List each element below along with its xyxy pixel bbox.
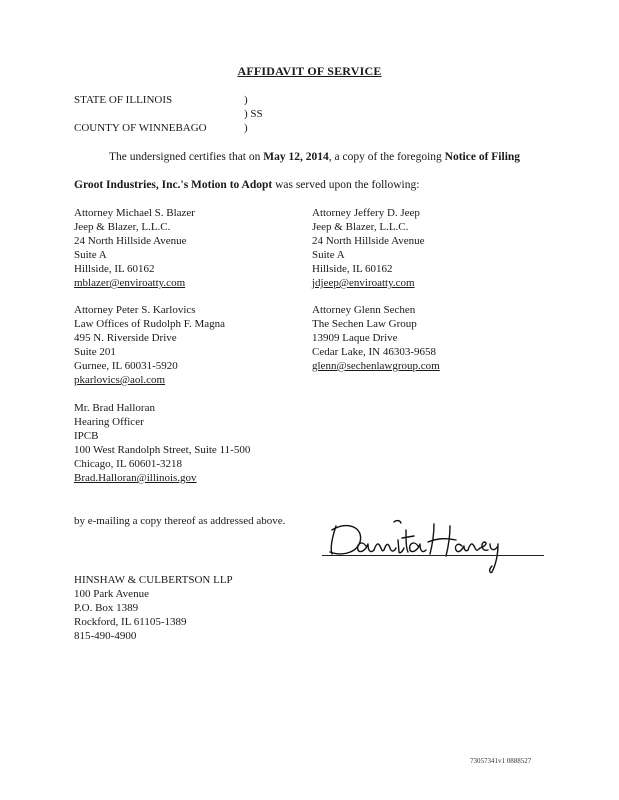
served-document-1: Notice of Filing (444, 151, 521, 163)
venue-bracket-ss: ) SS (244, 108, 263, 120)
service-method-text: by e-mailing a copy thereof as addressed above. (74, 515, 286, 527)
recipient-email-link[interactable]: Brad.Halloran@illinois.gov (74, 472, 197, 484)
recipient-address-block: Attorney Glenn Sechen The Sechen Law Group 13909 Laque Drive Cedar Lake, IN 46303-9658 glenn@sechenlawgroup.com (312, 304, 440, 372)
certification-line-1: The undersigned certifies that on May 12, 2014, a copy of the foregoing Notice of Filing (109, 151, 521, 163)
recipient-address-block: Attorney Michael S. Blazer Jeep & Blazer, L.L.C. 24 North Hillside Avenue Suite A Hillside, IL 60162 mblazer@enviroatty.com (74, 207, 195, 289)
service-date: May 12, 2014 (263, 151, 329, 163)
venue-bracket-bottom: ) (244, 122, 248, 134)
handwritten-signature (322, 514, 512, 574)
recipient-email-link[interactable]: glenn@sechenlawgroup.com (312, 360, 440, 372)
recipient-address-block: Mr. Brad Halloran Hearing Officer IPCB 100 West Randolph Street, Suite 11-500 Chicago, IL 60601-3218 Brad.Halloran@illinois.gov (74, 402, 251, 484)
recipient-email-link[interactable]: jdjeep@enviroatty.com (312, 277, 415, 289)
recipient-email-link[interactable]: mblazer@enviroatty.com (74, 277, 186, 289)
recipient-address-block: Attorney Jeffery D. Jeep Jeep & Blazer, L.L.C. 24 North Hillside Avenue Suite A Hillside, IL 60162 jdjeep@enviroatty.com (312, 207, 425, 289)
document-id-code: 73057341v1 0888527 (470, 757, 532, 765)
venue-county: COUNTY OF WINNEBAGO (74, 122, 207, 134)
venue-bracket-top: ) (244, 94, 248, 106)
venue-state: STATE OF ILLINOIS (74, 94, 173, 106)
recipient-address-block: Attorney Peter S. Karlovics Law Offices of Rudolph F. Magna 495 N. Riverside Drive Suite 201 Gurnee, IL 60031-5920 pkarlovics@aol.com (74, 304, 226, 386)
signature-line (322, 555, 544, 556)
firm-address-block: HINSHAW & CULBERTSON LLP 100 Park Avenue P.O. Box 1389 Rockford, IL 61105-1389 815-490-4900 (74, 574, 233, 642)
firm-name: HINSHAW & CULBERTSON LLP (74, 574, 233, 586)
document-title: AFFIDAVIT OF SERVICE (237, 64, 382, 78)
firm-phone: 815-490-4900 (74, 630, 137, 642)
recipient-email-link[interactable]: pkarlovics@aol.com (74, 374, 166, 386)
served-document-2: Groot Industries, Inc.'s Motion to Adopt (74, 179, 273, 191)
certification-line-2: Groot Industries, Inc.'s Motion to Adopt was served upon the following: (74, 179, 420, 191)
